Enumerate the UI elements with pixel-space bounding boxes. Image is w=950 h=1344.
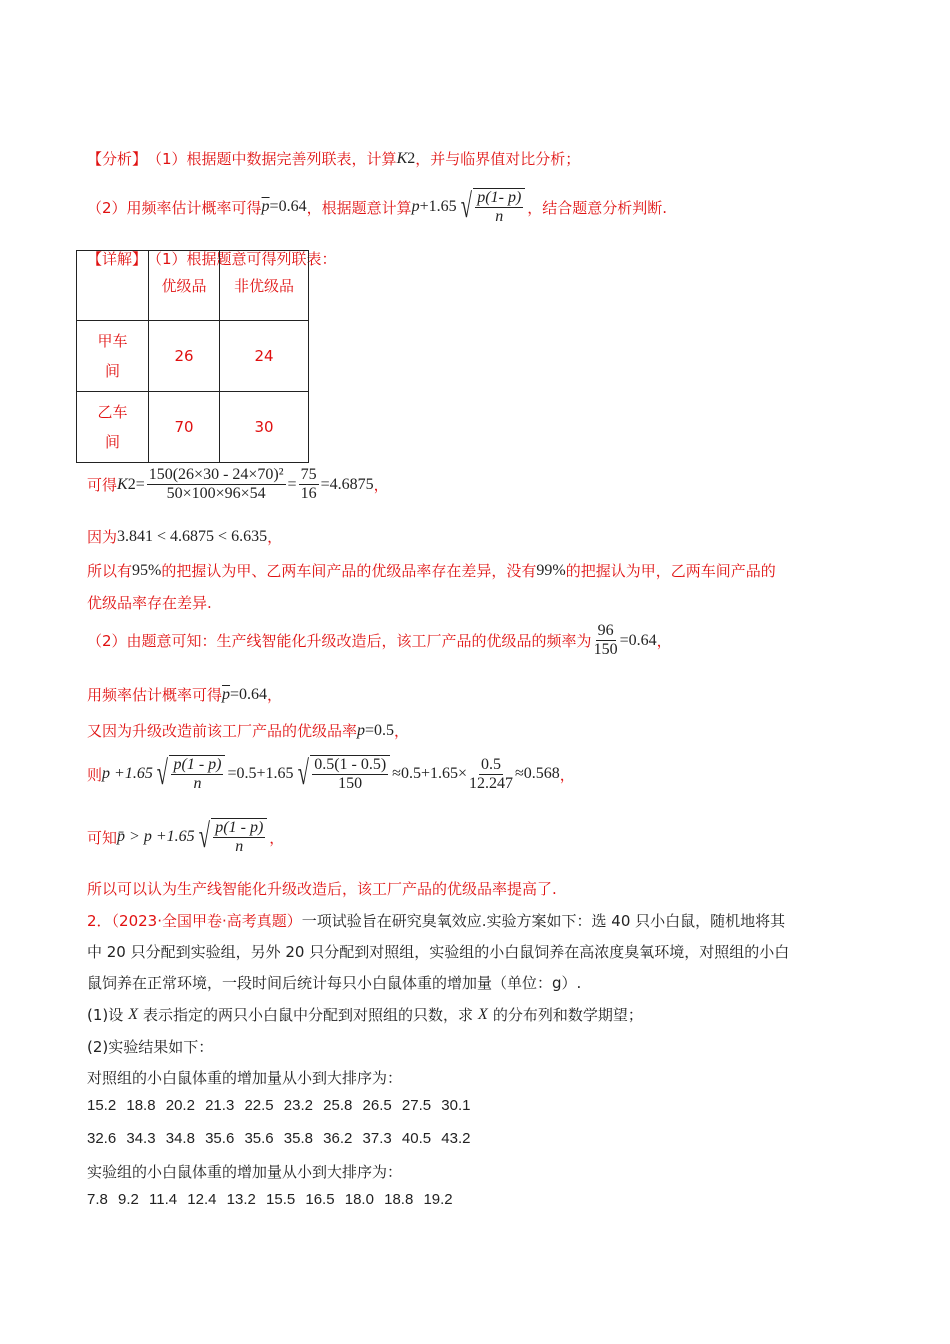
text: （2）用频率估计概率可得 <box>87 198 262 217</box>
table-cell <box>77 251 149 321</box>
table-cell: 26 <box>149 321 220 392</box>
text: 的把握认为甲，乙两车间产品的 <box>565 562 776 580</box>
text: 所以可以认为生产线智能化升级改造后，该工厂产品的优级品率提高了. <box>87 880 557 898</box>
question-2-line-3 <box>87 972 581 993</box>
question-2-sub-2 <box>87 1036 213 1057</box>
text: ，根据题意计算 <box>306 198 412 217</box>
text: 的分布列和数学期望； <box>492 1006 643 1024</box>
text: 用频率估计概率可得 <box>87 686 223 704</box>
fraction <box>594 622 618 659</box>
text: （1）根据题意可得列联表： <box>147 250 337 268</box>
text: 优级品率存在差异. <box>87 594 212 612</box>
control-data-row-2: 32.6 34.3 34.8 35.6 35.6 35.8 36.2 37.3 40.5 43.2 <box>87 1130 471 1147</box>
fraction <box>299 466 319 503</box>
math: +1.65 <box>419 198 457 215</box>
because-line <box>87 526 282 547</box>
math: =0.5+1.65 <box>227 765 294 782</box>
math: = <box>287 475 297 493</box>
text: (2)实验结果如下： <box>87 1038 214 1056</box>
text: ， <box>373 476 389 494</box>
sqrt-expr: √ $\frac{p(1- p)}{n}$ <box>457 188 528 226</box>
math: 150(26×30 - 24×70)² <box>148 466 284 483</box>
row-label: 甲车间 <box>77 321 149 392</box>
math: 3.841 < 4.6875 < 6.635 <box>117 527 268 545</box>
question-2-sub-1 <box>87 1004 643 1025</box>
contingency-table <box>76 250 309 463</box>
math: 12.247 <box>469 774 513 792</box>
math: p(1 - p) <box>173 756 222 773</box>
text: 则 <box>87 765 103 784</box>
analysis-label: 【分析】 <box>87 150 148 168</box>
text: 又因为升级改造前该工厂产品的优级品率 <box>87 722 358 740</box>
table-cell: 70 <box>149 392 220 463</box>
part2-line-4: 则 p +1.65 √ $\frac{p(1 - p)}{n}$ =0.5+1.65 √ $\frac{0.5(1 - 0.5)}{150}$ ≈0.5+1.65× $\frac{0.5}{12.247}$ ≈0.568 ， <box>87 755 575 792</box>
math: =0.64 <box>269 198 307 215</box>
math: $\overline{p}$ <box>261 198 270 215</box>
text: 可得 <box>87 476 118 494</box>
text: 对照组的小白鼠体重的增加量从小到大排序为： <box>87 1069 403 1087</box>
table-row <box>77 392 309 463</box>
math: =0.5 <box>365 721 395 739</box>
k2-calculation <box>87 466 389 503</box>
math: p +1.65 <box>102 765 153 782</box>
math: 0.5 <box>481 755 501 773</box>
control-data-row-1: 15.2 18.8 20.2 21.3 22.5 23.2 25.8 26.5 27.5 30.1 <box>87 1097 471 1114</box>
sqrt-expr: √ $\frac{0.5(1 - 0.5)}{150}$ <box>294 755 393 793</box>
text: (1)设 <box>87 1006 124 1024</box>
conclusion-line-2 <box>87 592 212 613</box>
text: （2）由题意可知：生产线智能化升级改造后，该工厂产品的优级品的频率为 <box>87 632 592 650</box>
math: 2 <box>407 149 416 167</box>
math: 95% <box>132 561 162 579</box>
math: p <box>411 198 420 215</box>
math: X <box>478 1005 488 1023</box>
fraction <box>147 466 286 503</box>
part2-line-3: 又因为升级改造前该工厂产品的优级品率 p =0.5 ， <box>87 721 410 740</box>
part2-line-2: 用频率估计概率可得 $\overline{p}$ =0.64 ， <box>87 685 283 704</box>
text: （1）根据题中数据完善列联表，计算 <box>147 150 397 168</box>
math: n <box>235 838 244 855</box>
math: ≈0.568 <box>515 765 560 782</box>
question-number: 2．（2023·全国甲卷·高考真题） <box>87 912 302 930</box>
math: =4.6875 <box>320 475 374 493</box>
math: n <box>193 775 202 792</box>
math: 150 <box>593 641 618 658</box>
text: 表示指定的两只小白鼠中分配到对照组的只数，求 <box>143 1006 474 1024</box>
math: 50×100×96×54 <box>166 485 266 502</box>
text: ， <box>656 632 672 650</box>
math: ≈0.5+1.65× <box>392 765 467 782</box>
part2-line-1 <box>87 622 672 659</box>
sqrt-expr: √ $\frac{p(1 - p)}{n}$ <box>153 755 228 793</box>
math: 75 <box>300 466 317 483</box>
analysis-line-2 <box>87 188 667 226</box>
detail-label: 【详解】 <box>87 250 148 268</box>
table-header: 优级品 <box>149 251 220 321</box>
math: 150 <box>338 775 363 792</box>
part2-line-5: 可知 p̄ > p +1.65 √ $\frac{p(1 - p)}{n}$ ， <box>87 818 285 855</box>
math: K <box>117 475 128 493</box>
fraction <box>469 756 513 793</box>
part2-line-6 <box>87 878 557 899</box>
math: 96 <box>597 622 614 639</box>
text: 可知 <box>87 828 118 847</box>
table-cell: 24 <box>220 321 309 392</box>
conclusion-line-1 <box>87 560 776 581</box>
text: 因为 <box>87 528 118 546</box>
math: p̄ > p +1.65 <box>117 828 195 845</box>
table-header: 非优级品 <box>220 251 309 321</box>
question-2-line-2 <box>87 941 789 962</box>
math: X <box>128 1005 139 1023</box>
math: p(1- p) <box>477 189 522 206</box>
math: 0.5(1 - 0.5) <box>314 756 387 773</box>
analysis-line-1 <box>87 148 580 169</box>
math: = <box>135 475 145 493</box>
math: K <box>396 149 408 167</box>
math: =0.64 <box>619 631 657 649</box>
text: ，并与临界值对比分析； <box>415 150 581 168</box>
text: 一项试验旨在研究臭氧效应.实验方案如下：选 40 只小白鼠，随机地将其 <box>301 912 786 930</box>
math: 2 <box>127 475 136 493</box>
text: ，结合题意分析判断. <box>527 198 668 217</box>
math: p <box>357 721 366 739</box>
text: ， <box>267 528 283 546</box>
text: 实验组的小白鼠体重的增加量从小到大排序为： <box>87 1163 403 1181</box>
experiment-label <box>87 1161 402 1182</box>
table-header-row <box>77 251 309 321</box>
math: 16 <box>300 485 317 502</box>
text: 所以有 <box>87 562 133 580</box>
text: 中 20 只分配到实验组，另外 20 只分配到对照组，实验组的小白鼠饲养在高浓度臭氧环境，对照组的小白 <box>87 943 790 961</box>
math: $\overline{p}$ <box>222 685 231 703</box>
experiment-data-row-1: 7.8 9.2 11.4 12.4 13.2 15.5 16.5 18.0 18.8 19.2 <box>87 1191 453 1208</box>
math: 99% <box>536 561 566 579</box>
math: n <box>495 208 504 225</box>
math: p(1 - p) <box>215 819 264 836</box>
row-label: 乙车间 <box>77 392 149 463</box>
text: 的把握认为甲、乙两车间产品的优级品率存在差异，没有 <box>161 562 537 580</box>
table-cell: 30 <box>220 392 309 463</box>
table-row <box>77 321 309 392</box>
question-2-line-1 <box>87 910 785 931</box>
sqrt-expr: √ $\frac{p(1 - p)}{n}$ <box>195 818 270 856</box>
control-label <box>87 1067 402 1088</box>
math: =0.64 <box>230 685 268 703</box>
text: 鼠饲养在正常环境，一段时间后统计每只小白鼠体重的增加量（单位：g）. <box>87 974 582 992</box>
